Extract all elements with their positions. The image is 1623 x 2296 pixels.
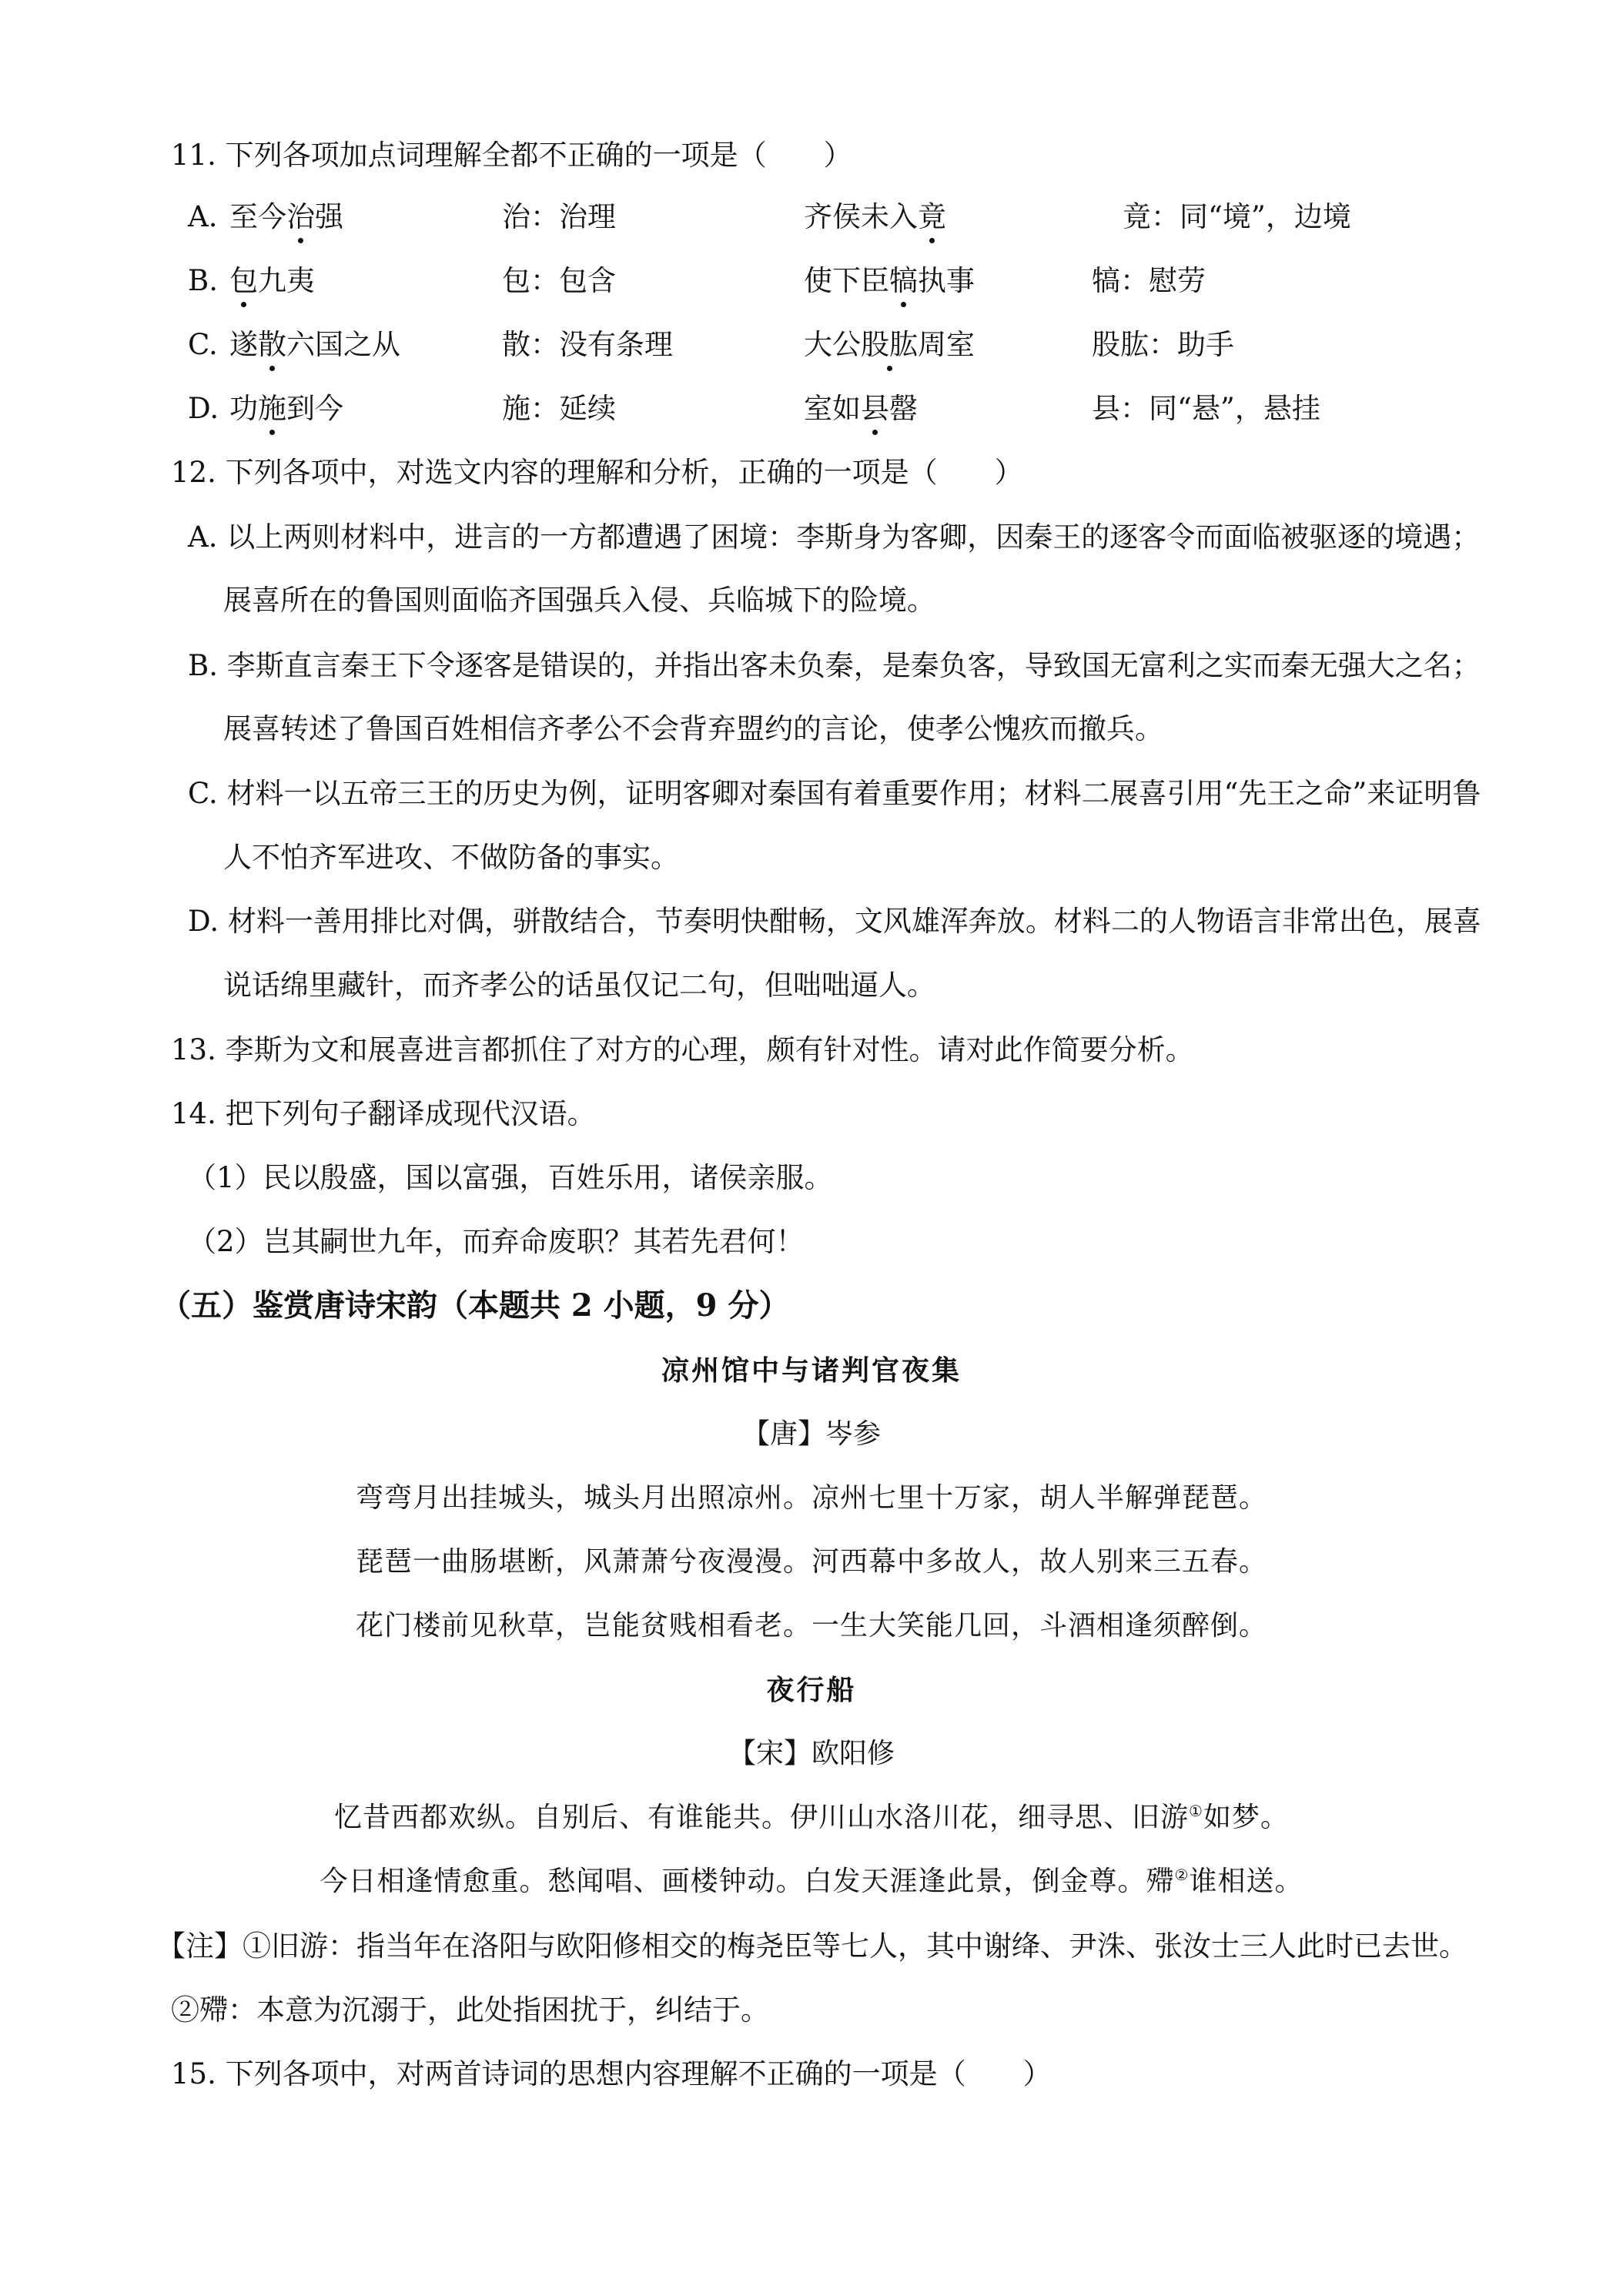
dotted-word: 股肱 (861, 326, 918, 363)
poem2-title: 夜行船 (766, 1674, 857, 1706)
dotted-word: 包 (229, 263, 258, 300)
poem1-line: 花门楼前见秋草，岂能贫贱相看老。一生大笑能几回，斗酒相逢须醉倒。 (355, 1610, 1267, 1642)
q12-option-b-line1: B. 李斯直言秦王下令逐客是错误的，并指出客未负秦，是秦负客，导致国无富利之实而秦无强大之名； (188, 649, 1481, 682)
poem1-line: 弯弯月出挂城头，城头月出照凉州。凉州七里十万家，胡人半解弹琵琶。 (355, 1482, 1267, 1514)
gloss-2: 竟：同“境”，边境 (1123, 200, 1351, 233)
poem1-title: 凉州馆中与诸判官夜集 (661, 1354, 962, 1387)
phrase-1: 包九夷 (229, 263, 315, 300)
dotted-word: 施 (258, 390, 286, 427)
poem2-author: 【宋】欧阳修 (728, 1738, 895, 1769)
phrase-2: 室如县罄 (804, 390, 918, 427)
q12-option-a-line1: A. 以上两则材料中，进言的一方都遭遇了困境：李斯身为客卿，因秦王的逐客令而面临被驱逐的境遇； (188, 520, 1481, 554)
footnote-marker: ② (1174, 1866, 1190, 1884)
gloss-1: 施：延续 (502, 392, 616, 425)
dotted-word: 散 (258, 326, 286, 363)
q12-option-a-line2: 展喜所在的鲁国则面临齐国强兵入侵、兵临城下的险境。 (223, 584, 935, 617)
q13-stem: 13. 李斯为文和展喜进言都抓住了对方的心理，颇有针对性。请对此作简要分析。 (171, 1033, 1194, 1066)
gloss-1: 治：治理 (502, 200, 616, 233)
poem1-author: 【唐】岑参 (741, 1418, 881, 1450)
gloss-2: 股肱：助手 (1092, 328, 1234, 361)
poem2-line: 忆昔西都欢纵。自别后、有谁能共。伊川山水洛川花，细寻思、旧游①如梦。 (334, 1802, 1289, 1833)
q12-option-d-line2: 说话绵里藏针，而齐孝公的话虽仅记二句，但咄咄逼人。 (223, 969, 935, 1002)
dotted-word: 犒 (889, 263, 918, 300)
dotted-word: 县 (861, 390, 889, 427)
phrase-1: 功施到今 (229, 390, 343, 427)
phrase-1: 至今治强 (229, 199, 343, 236)
q12-stem: 12. 下列各项中，对选文内容的理解和分析，正确的一项是（ ） (171, 456, 1023, 489)
gloss-1: 散：没有条理 (502, 328, 673, 361)
footnote-marker: ① (1189, 1802, 1203, 1820)
poem2-line: 今日相逢情愈重。愁闻唱、画楼钟动。白发天涯逢此景，倒金尊。殢②谁相送。 (320, 1866, 1303, 1897)
q12-option-c-line1: C. 材料一以五帝三王的历史为例，证明客卿对秦国有着重要作用；材料二展喜引用“先王之命”来证明鲁 (188, 777, 1481, 810)
phrase-2: 大公股肱周室 (804, 326, 975, 363)
q11-stem: 11. 下列各项加点词理解全都不正确的一项是（ ） (171, 139, 852, 172)
phrase-1: 遂散六国之从 (229, 326, 400, 363)
notes-line-2: ②殢：本意为沉溺于，此处指困扰于，纠结于。 (171, 1993, 769, 2027)
option-letter: C. (188, 328, 218, 361)
notes-line-1: 【注】①旧游：指当年在洛阳与欧阳修相交的梅尧臣等七人，其中谢绛、尹洙、张汝士三人此时已去世。 (157, 1930, 1467, 1963)
phrase-2: 齐侯未入竟 (804, 199, 946, 236)
option-letter: D. (188, 392, 219, 425)
gloss-1: 包：包含 (502, 264, 616, 297)
q14-sentence-1: （1）民以殷盛，国以富强，百姓乐用，诸侯亲服。 (188, 1161, 833, 1194)
phrase-2: 使下臣犒执事 (804, 263, 975, 300)
dotted-word: 竟 (918, 199, 946, 236)
section-title: （五）鉴赏唐诗宋韵（本题共 2 小题，9 分） (160, 1287, 790, 1324)
q15-stem: 15. 下列各项中，对两首诗词的思想内容理解不正确的一项是（ ） (171, 2057, 1052, 2090)
q12-option-d-line1: D. 材料一善用排比对偶，骈散结合，节奏明快酣畅，文风雄浑奔放。材料二的人物语言非常出色，展喜 (188, 905, 1481, 938)
dotted-word: 治 (286, 199, 315, 236)
q14-sentence-2: （2）岂其嗣世九年，而弃命废职？其若先君何！ (188, 1225, 805, 1258)
gloss-2: 犒：慰劳 (1092, 264, 1206, 297)
q14-stem: 14. 把下列句子翻译成现代汉语。 (171, 1097, 596, 1130)
option-letter: B. (188, 264, 218, 297)
poem1-line: 琵琶一曲肠堪断，风萧萧兮夜漫漫。河西幕中多故人，故人别来三五春。 (355, 1546, 1267, 1578)
option-letter: A. (188, 200, 218, 233)
gloss-2: 县：同“悬”，悬挂 (1092, 392, 1320, 425)
q12-option-b-line2: 展喜转述了鲁国百姓相信齐孝公不会背弃盟约的言论，使孝公愧疚而撤兵。 (223, 712, 1163, 745)
q12-option-c-line2: 人不怕齐军进攻、不做防备的事实。 (223, 841, 679, 874)
